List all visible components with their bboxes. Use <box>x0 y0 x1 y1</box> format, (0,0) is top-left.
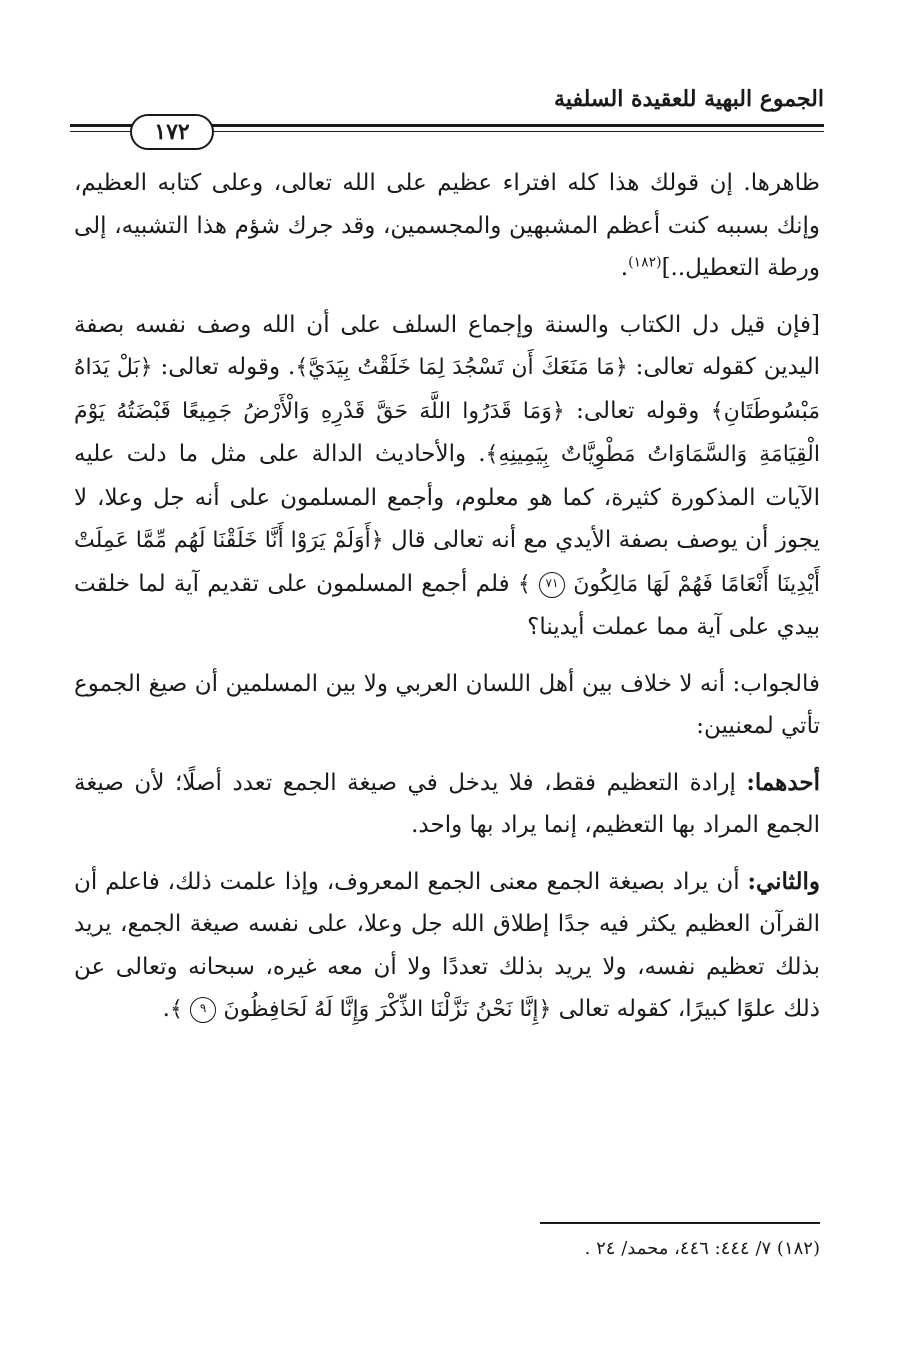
footnote-182: (١٨٢) ٧/ ٤٤٤: ٤٤٦، محمد/ ٢٤ . <box>584 1238 820 1259</box>
p2-text-c: وقوله تعالى: <box>564 397 711 424</box>
p1-end: . <box>620 255 629 281</box>
footnote-rule <box>540 1222 820 1224</box>
paragraph-5 <box>74 861 820 1032</box>
page-header <box>70 80 824 150</box>
p3-text: فالجواب: أنه لا خلاف بين أهل اللسان العربي ولا بين المسلمين أن صيغ الجموع تأتي لمعنيين: <box>74 670 820 739</box>
footnote-ref-182[interactable]: (١٨٢) <box>628 254 662 271</box>
p5-text-a: أن يراد بصيغة الجمع معنى الجمع المعروف، وإذا علمت ذلك، فاعلم أن القرآن العظيم يكثر فيه جدًا إطلاق الله جل وعلا، على نفسه صيغة الجمع، يريد بذلك تعظيم نفسه، ولا يريد بذلك تعددًا ولا أن معه غيره، سبحانه وتعالى عن ذلك علوًا كبيرًا، كقوله تعالى <box>74 868 820 1022</box>
quran-verse-4-end: ﴾ <box>517 571 531 597</box>
p2-text-e: فلم أجمع المسلمون على تقديم آية لما خلقت بيدي على آية مما عملت أيدينا؟ <box>74 570 820 640</box>
main-text <box>74 162 820 1046</box>
p4-lead: أحدهما: <box>746 768 820 796</box>
ayah-number-mark: ٩ <box>190 997 216 1023</box>
p5-end: . <box>162 996 170 1022</box>
paragraph-1 <box>74 162 820 290</box>
running-title: الجموع البهية للعقيدة السلفية <box>554 86 824 112</box>
quran-verse-5-end: ﴾ <box>169 997 183 1022</box>
page-number: ١٧٢ <box>130 114 214 150</box>
p1-text: ظاهرها. إن قولك هذا كله افتراء عظيم على الله تعالى، وعلى كتابه العظيم، وإنك بسببه كنت أعظم المشبهين والمجسمين، وقد جرك شؤم هذا التشبيه، إلى ورطة التعطيل..] <box>74 170 820 281</box>
quran-verse-4: ﴿أَوَلَمْ يَرَوْا أَنَّا خَلَقْنَا لَهُم مِّمَّا عَمِلَتْ أَيْدِينَا أَنْعَامًا فَهُمْ لَهَا مَالِكُونَ <box>74 528 821 597</box>
p4-text: إرادة التعظيم فقط، فلا يدخل في صيغة الجمع تعدد أصلًا؛ لأن صيغة الجمع المراد بها التعظيم، إنما يراد بها واحد. <box>74 769 820 838</box>
paragraph-4 <box>74 762 820 847</box>
ayah-number-mark: ٧١ <box>539 572 565 598</box>
p2-text-b: . وقوله تعالى: <box>152 354 296 380</box>
quran-verse-1: ﴿مَا مَنَعَكَ أَن تَسْجُدَ لِمَا خَلَقْتُ بِيَدَيَّ﴾ <box>295 355 628 380</box>
quran-verse-2: ﴿بَلْ يَدَاهُ مَبْسُوطَتَانِ﴾ <box>74 355 821 424</box>
p2-text-d: . والأحاديث الدالة على مثل ما دلت عليه الآيات المذكورة كثيرة، كما هو معلوم، وأجمع المسلمون على أنه جل وعلا، لا يجوز أن يوصف بصفة الأيدي مع أنه تعالى قال <box>74 441 820 553</box>
p5-lead: والثاني: <box>747 867 820 895</box>
quran-verse-3: ﴿وَمَا قَدَرُوا اللَّهَ حَقَّ قَدْرِهِ وَالْأَرْضُ جَمِيعًا قَبْضَتُهُ يَوْمَ الْقِيَامَةِ وَالسَّمَاوَاتُ مَطْوِيَّاتٌ بِيَمِينِهِ﴾ <box>74 398 820 467</box>
paragraph-3 <box>74 663 820 748</box>
p2-text-a: [فإن قيل دل الكتاب والسنة وإجماع السلف على أن الله وصف نفسه بصفة اليدين كقوله تعالى: <box>74 311 821 380</box>
paragraph-2 <box>74 304 820 649</box>
quran-verse-5: ﴿إِنَّا نَحْنُ نَزَّلْنَا الذِّكْرَ وَإِنَّا لَهُ لَحَافِظُونَ <box>223 997 552 1022</box>
